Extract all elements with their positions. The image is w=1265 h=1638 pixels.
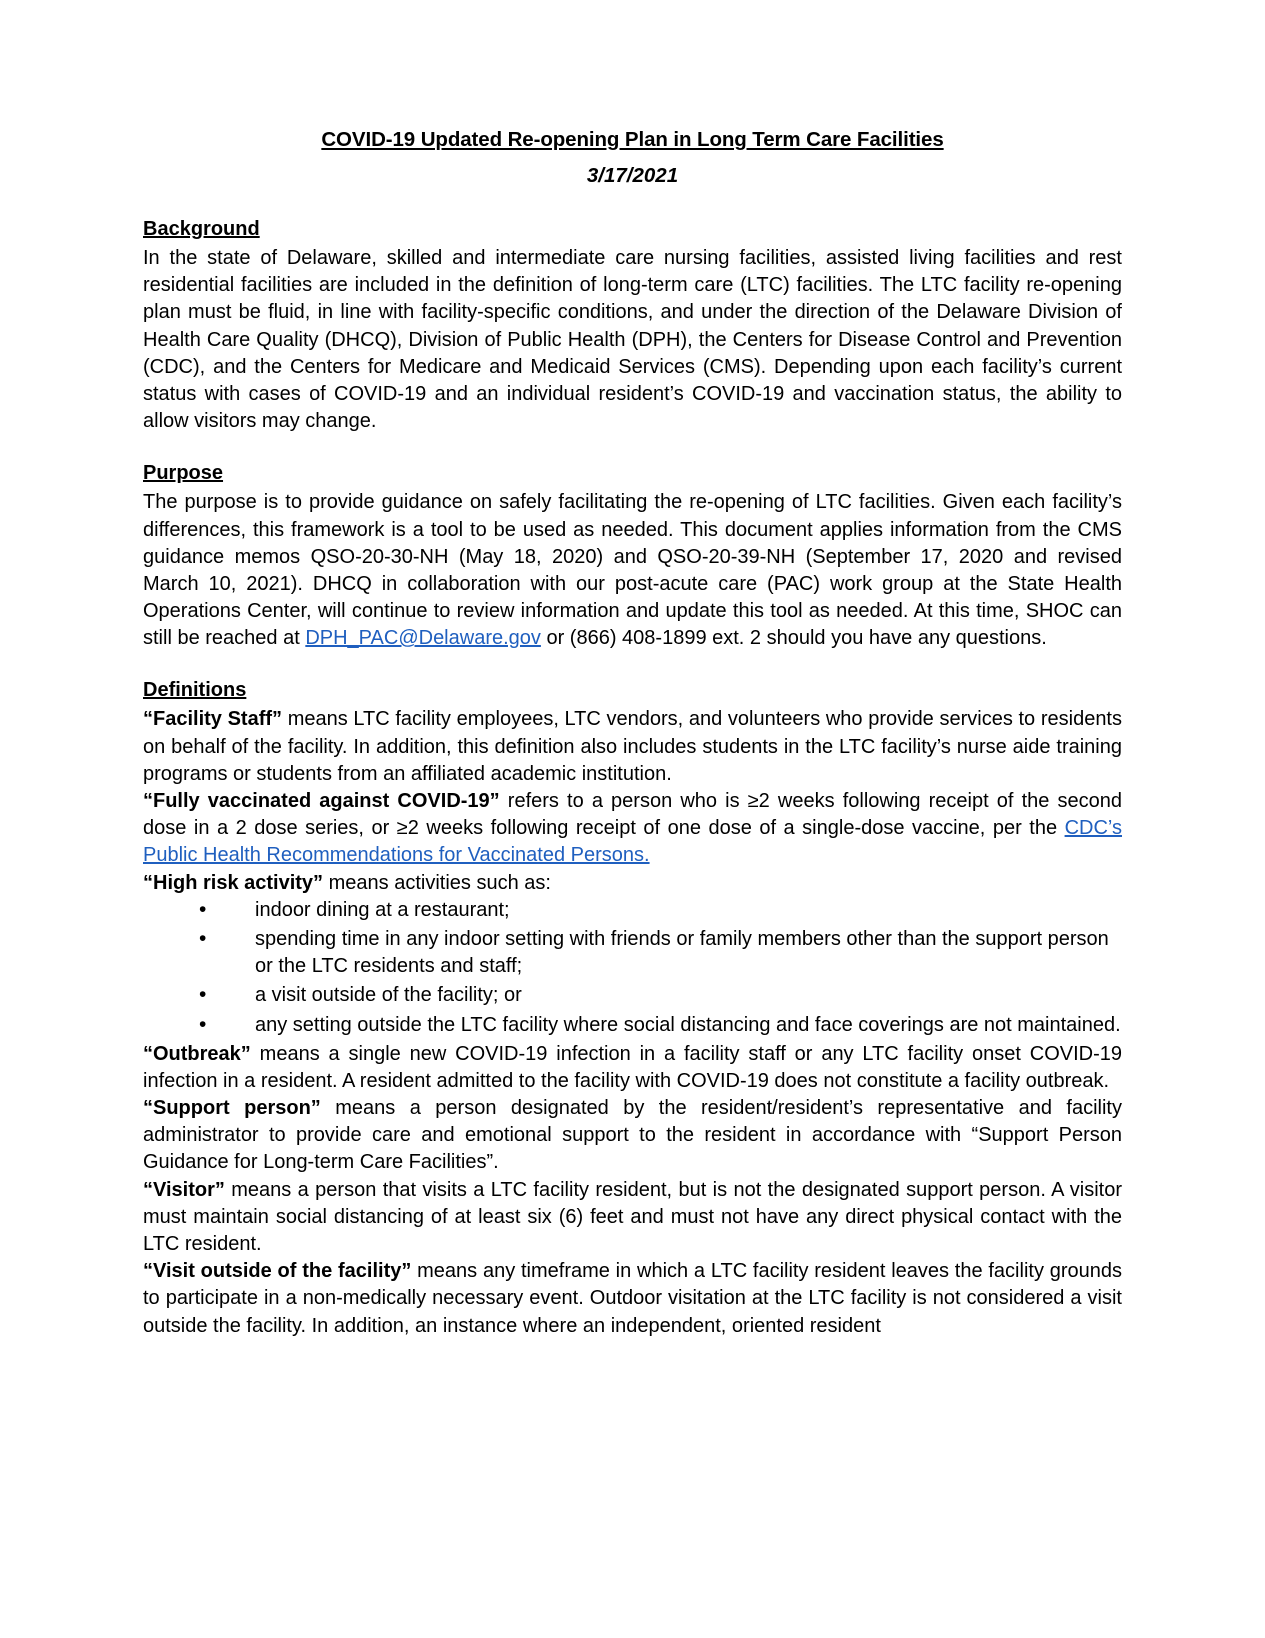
section-body-background: In the state of Delaware, skilled and intermediate care nursing facilities, assisted living facilities and rest residential facilities are included in the definition of long-term care (LTC) facilities. The LTC facility re-opening plan must be fluid, in line with facility-specific conditions, and under the direction of the Delaware Division of Health Care Quality (DHCQ), Division of Public Health (DPH), the Centers for Disease Control and Prevention (CDC), and the Centers for Medicare and Medicaid Services (CMS). Depending upon each facility’s current status with cases of COVID-19 and an individual resident’s COVID-19 and vaccination status, the ability to allow visitors may change. bbox=[143, 247, 1122, 433]
definition-high-risk-activity bbox=[143, 870, 1122, 897]
spacer bbox=[143, 435, 1122, 460]
definition-text: means activities such as: bbox=[323, 871, 551, 894]
definition-term: “Visitor” bbox=[143, 1178, 225, 1201]
email-link-dph-pac[interactable]: DPH_PAC@Delaware.gov bbox=[305, 627, 541, 650]
definition-visit-outside-facility bbox=[143, 1258, 1122, 1340]
definition-term: “Fully vaccinated against COVID-19” bbox=[143, 790, 500, 812]
definition-text: means a single new COVID-19 infection in a facility staff or any LTC facility onset COVID-19 infection in a resident. A resident admitted to the facility with COVID-19 does not constitute a facility outbreak. bbox=[143, 1042, 1122, 1092]
definition-visitor bbox=[143, 1177, 1122, 1259]
section-heading-definitions: Definitions bbox=[143, 679, 247, 702]
purpose-text-part2: or (866) 408-1899 ext. 2 should you have any questions. bbox=[540, 627, 1047, 650]
definition-text: refers to a person who is ≥2 weeks following receipt of the second dose in a 2 dose series, or ≥2 weeks following receipt of one dose of a single-dose vaccine, per the bbox=[143, 790, 1122, 840]
spacer bbox=[143, 652, 1122, 677]
list-item: • indoor dining at a restaurant; bbox=[195, 897, 1122, 924]
definition-term: “Facility Staff” bbox=[143, 708, 283, 731]
definition-text: means a person that visits a LTC facility resident, but is not the designated support person. A visitor must maintain social distancing of at least six (6) feet and must not have any direct physical contact with the LTC resident. bbox=[143, 1178, 1122, 1255]
definition-text: means any timeframe in which a LTC facility resident leaves the facility grounds to participate in a non-medically necessary event. Outdoor visitation at the LTC facility is not considered a visit outside the facility. In addition, an instance where an independent, oriented resident bbox=[143, 1260, 1123, 1337]
definition-term: “Support person” bbox=[143, 1097, 321, 1120]
list-item: • any setting outside the LTC facility where social distancing and face coverings are not maintained. bbox=[195, 1012, 1122, 1039]
list-item: • spending time in any indoor setting with friends or family members other than the support person or the LTC residents and staff; bbox=[195, 926, 1122, 980]
definition-outbreak bbox=[143, 1041, 1122, 1095]
cdc-recommendations-link[interactable]: CDC’s Public Health Recommendations for Vaccinated Persons. bbox=[143, 817, 1122, 867]
document-date: 3/17/2021 bbox=[586, 164, 679, 187]
definition-term: “Visit outside of the facility” bbox=[143, 1260, 412, 1283]
high-risk-activity-list bbox=[143, 897, 1122, 1039]
definition-fully-vaccinated bbox=[143, 788, 1122, 870]
section-heading-background: Background bbox=[143, 218, 260, 240]
definition-text: means a person designated by the resident/resident’s representative and facility administrator to provide care and emotional support to the resident in accordance with “Support Person Guidance for Long-term Care Facilities”. bbox=[143, 1097, 1122, 1174]
definition-text: means LTC facility employees, LTC vendors, and volunteers who provide services to residents on behalf of the facility. In addition, this definition also includes students in the LTC facility’s nurse aide training programs or students from an affiliated academic institution. bbox=[143, 708, 1122, 785]
section-body-purpose bbox=[143, 489, 1122, 652]
purpose-text-part1: The purpose is to provide guidance on safely facilitating the re-opening of LTC facilities. Given each facility’s differences, this framework is a tool to be used as needed. This document applies information from the CMS guidance memos QSO-20-30-NH (May 18, 2020) and QSO-20-39-NH (September 17, 2020 and revised March 10, 2021). DHCQ in collaboration with our post-acute care (PAC) work group at the State Health Operations Center, will continue to review information and update this tool as needed. At this time, SHOC can still be reached at bbox=[143, 491, 1122, 650]
definition-support-person bbox=[143, 1095, 1122, 1177]
document-title: COVID-19 Updated Re-opening Plan in Long Term Care Facilities bbox=[321, 128, 944, 151]
section-heading-purpose: Purpose bbox=[143, 462, 224, 485]
definition-term: “Outbreak” bbox=[143, 1042, 251, 1065]
definition-term: “High risk activity” bbox=[143, 871, 324, 894]
list-item: • a visit outside of the facility; or bbox=[195, 982, 1122, 1009]
definition-facility-staff bbox=[143, 706, 1122, 788]
